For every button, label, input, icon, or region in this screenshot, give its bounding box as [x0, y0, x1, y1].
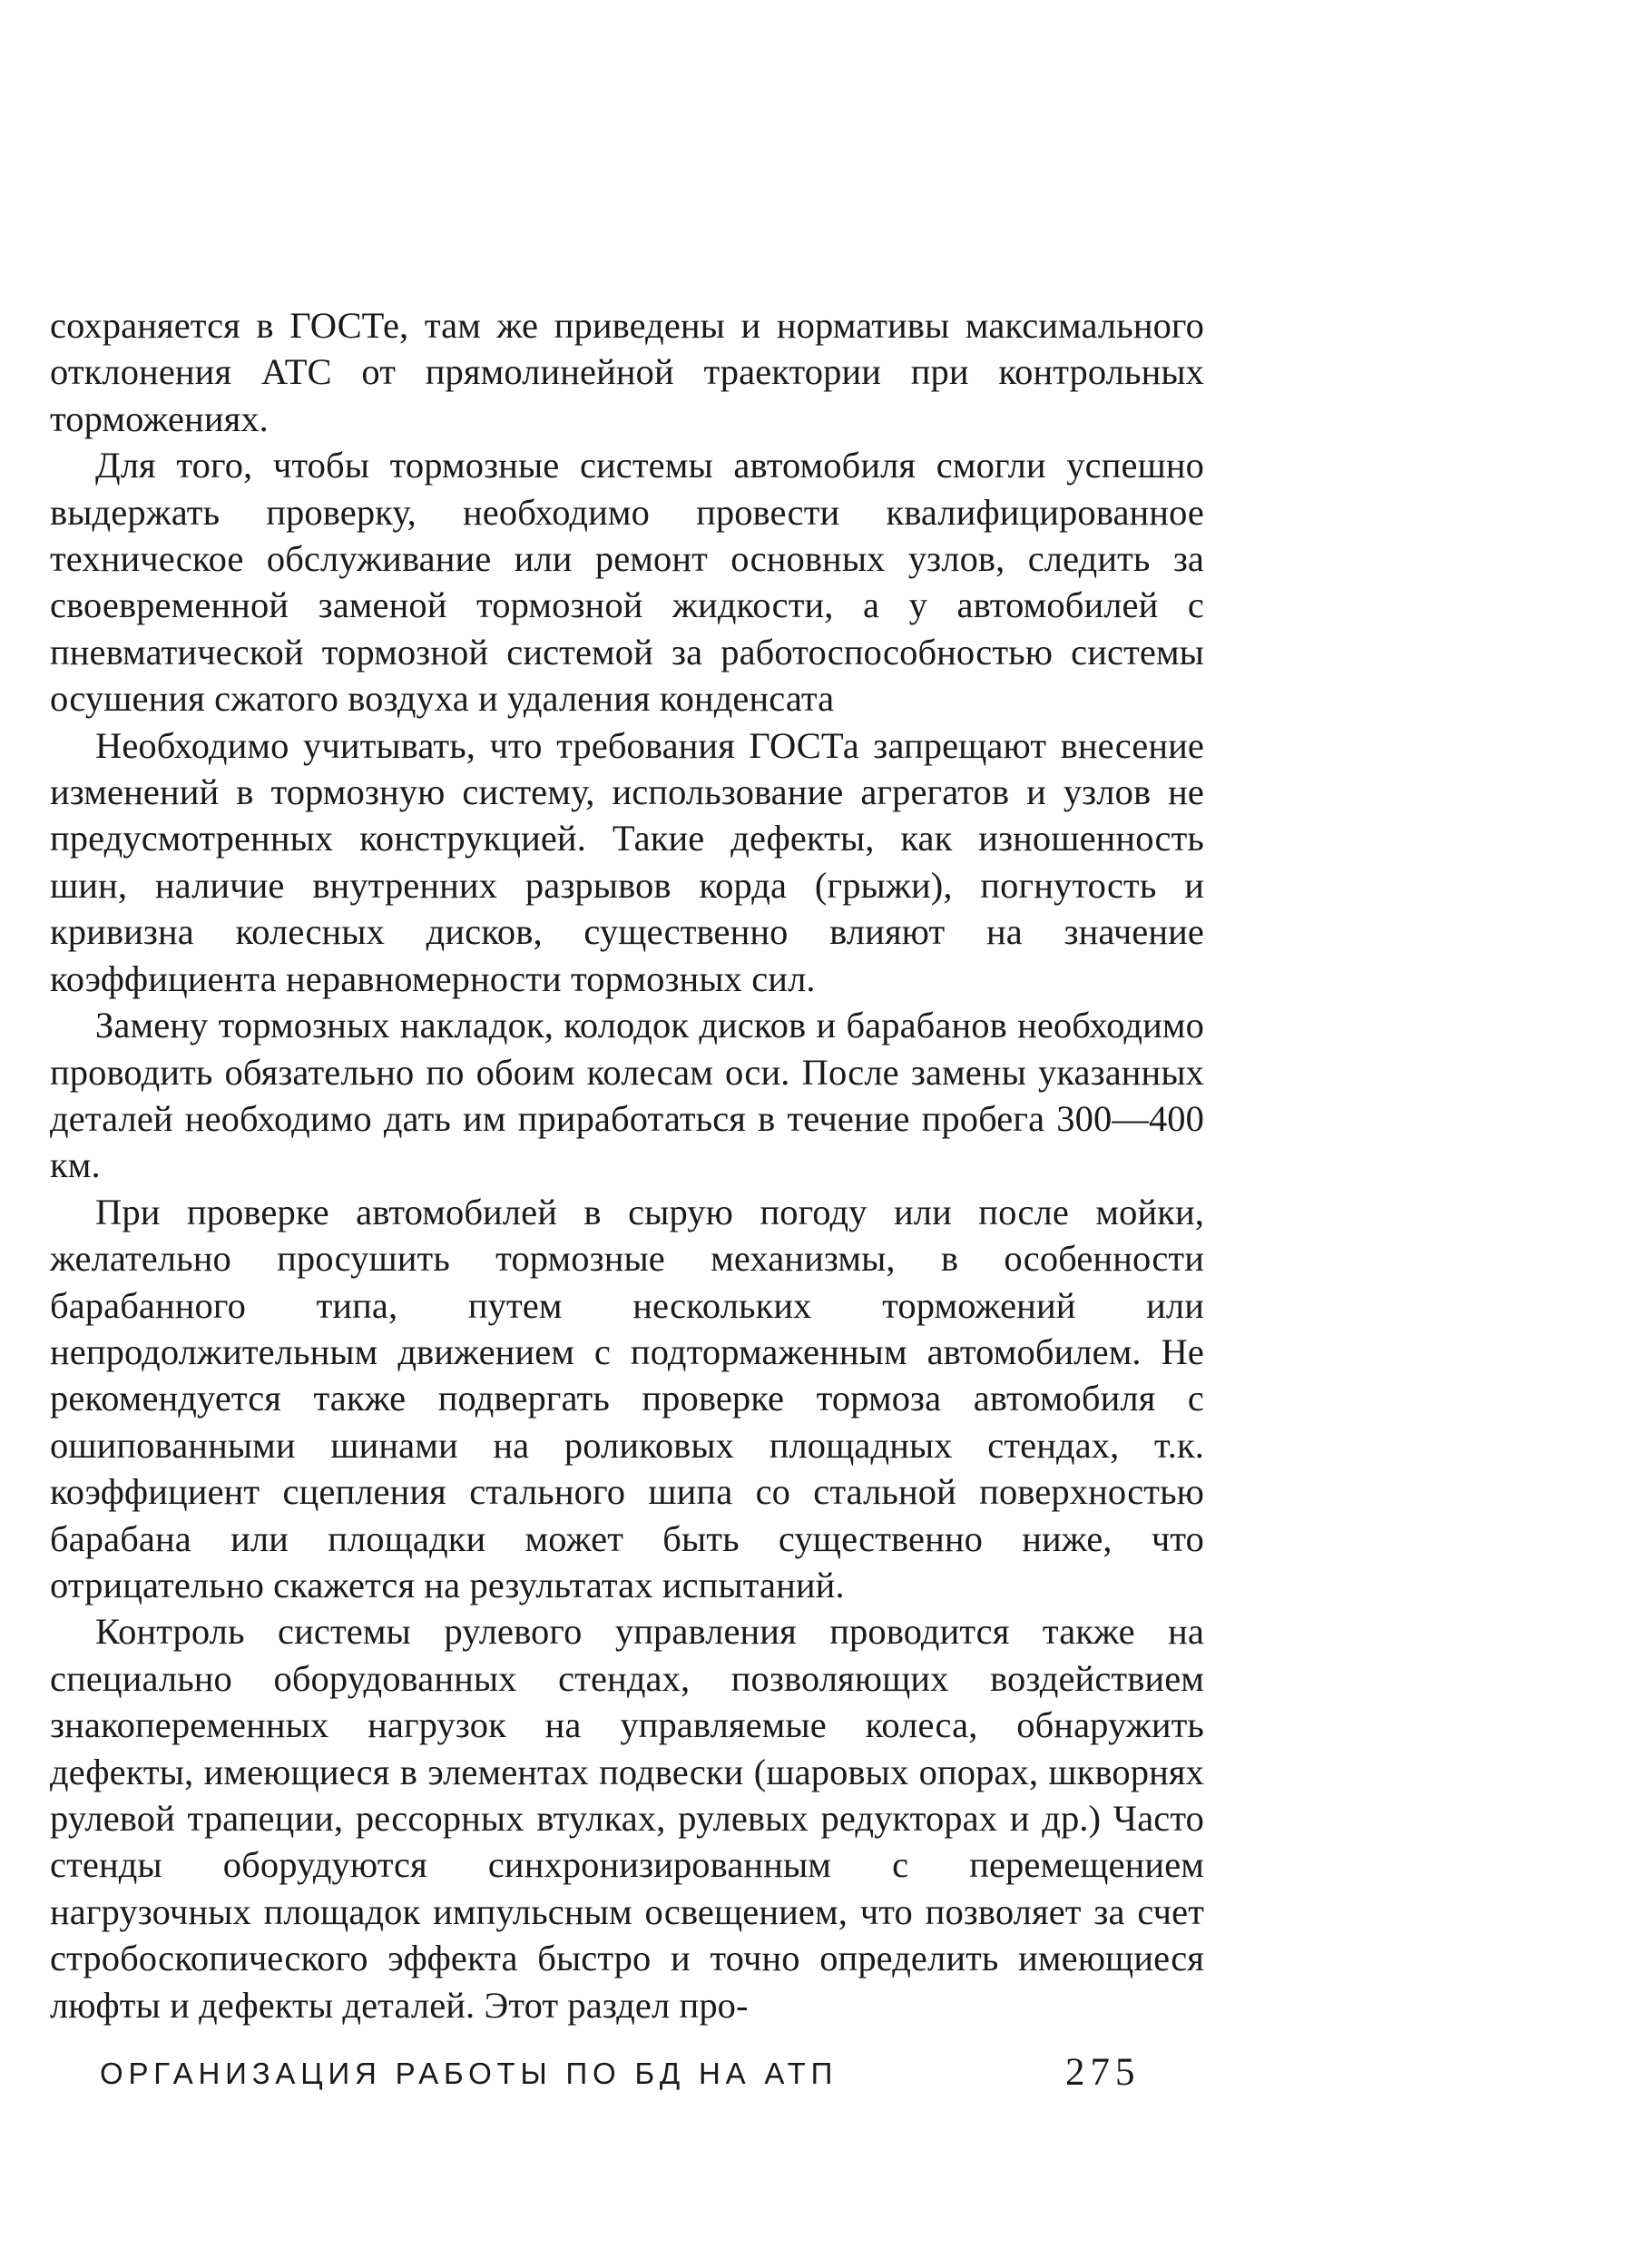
- page-footer: [100, 2051, 1154, 2106]
- page-number: 275: [1065, 2051, 1141, 2094]
- paragraph-continuation: сохраняется в ГОСТе, там же приведены и нормативы максимального отклонения АТС от прямолинейной траектории при контрольных торможениях.: [50, 305, 1204, 439]
- paragraph-pad-replacement: Замену тормозных накладок, колодок дисков и барабанов необходимо проводить обязательно по обоим колесам оси. После замены указанных деталей необходимо дать им приработаться в течение пробега 300—400 км.: [50, 1005, 1204, 1186]
- paragraph-wet-weather-check: При проверке автомобилей в сырую погоду или после мойки, желательно просушить тормозные механизмы, в особенности барабанного типа, путем нескольких торможений или непродолжительным движением с подтормаженным автомобилем. Не рекомендуется также подвергать проверке тормоза автомобиля с ошипованными шинами на роликовых площадных стендах, т.к. коэффициент сцепления стального шипа со стальной поверхностью барабана или площадки может быть существенно ниже, что отрицательно скажется на результатах испытаний.: [50, 1191, 1204, 1605]
- paragraph-brake-maintenance: Для того, чтобы тормозные системы автомобиля смогли успешно выдержать проверку, необходимо провести квалифицированное техническое обслуживание или ремонт основных узлов, следить за своевременной заменой тормозной жидкости, а у автомобилей с пневматической тормозной системой за работоспособностью системы осушения сжатого воздуха и удаления конденсата: [50, 445, 1204, 720]
- running-title: ОРГАНИЗАЦИЯ РАБОТЫ ПО БД НА АТП: [100, 2057, 838, 2090]
- paragraph-steering-control: Контроль системы рулевого управления проводится также на специально оборудованных стендах, позволяющих воздействием знакопеременных нагрузок на управляемые колеса, обнаружить дефекты, имеющиеся в элементах подвески (шаровых опорах, шкворнях рулевой трапеции, рессорных втулках, рулевых редукторах и др.) Часто стенды оборудуются синхронизированным с перемещением нагрузочных площадок импульсным освещением, что позволяет за счет стробоскопического эффекта быстро и точно определить имеющиеся люфты и дефекты деталей. Этот раздел про-: [50, 1611, 1204, 2026]
- paragraph-gost-requirements: Необходимо учитывать, что требования ГОСТа запрещают внесение изменений в тормозную систему, использование агрегатов и узлов не предусмотренных конструкцией. Такие дефекты, как изношенность шин, наличие внутренних разрывов корда (грыжи), погнутость и кривизна колесных дисков, существенно влияют на значение коэффициента неравномерности тормозных сил.: [50, 724, 1204, 999]
- body-text: [50, 302, 1204, 2028]
